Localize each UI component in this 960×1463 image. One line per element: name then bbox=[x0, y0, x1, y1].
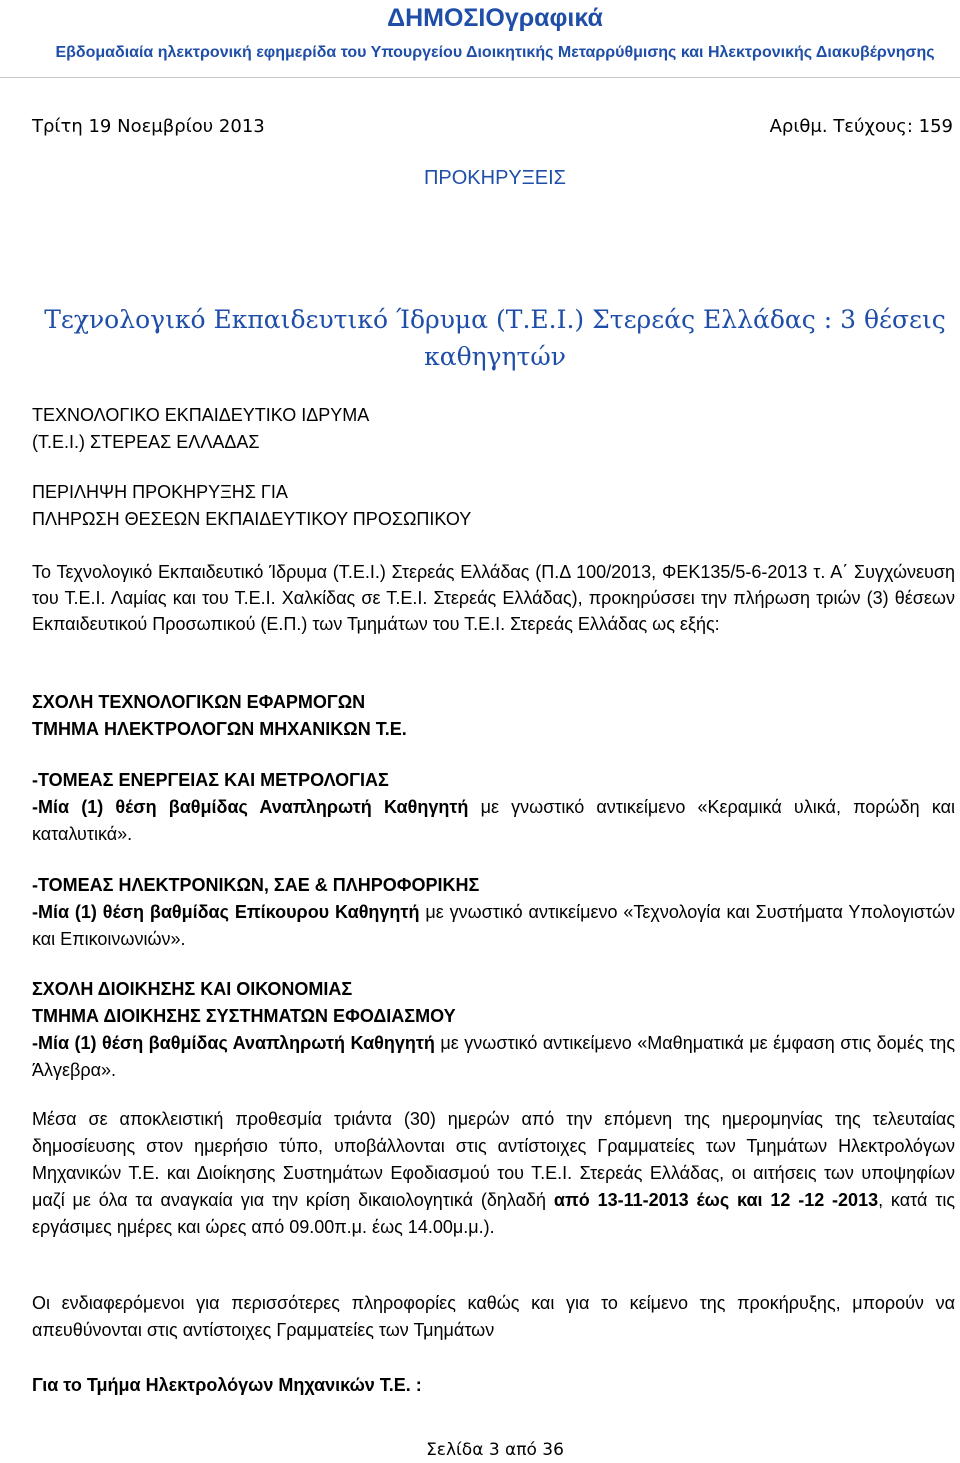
sector-energy-position bbox=[32, 794, 955, 848]
headline-line-1: Τεχνολογικό Εκπαιδευτικό Ίδρυμα (Τ.Ε.Ι.) Στερεάς Ελλάδας : 3 θέσεις bbox=[44, 305, 946, 334]
summary-heading bbox=[32, 479, 955, 533]
position-subject: με γνωστικό αντικείμενο «Κεραμικά υλικά, πορώδη και καταλυτικά». bbox=[32, 797, 955, 844]
issue-date: Τρίτη 19 Νοεμβρίου 2013 bbox=[32, 116, 265, 137]
headline-line-2: καθηγητών bbox=[424, 342, 566, 371]
contact-paragraph: Οι ενδιαφερόμενοι για περισσότερες πληροφορίες καθώς και για το κείμενο της προκήρυξης, μπορούν να απευθύνονται στις αντίστοιχες Γραμματείες των Τμημάτων bbox=[32, 1293, 955, 1340]
deadline-dates: από 13-11-2013 έως και 12 -12 -2013 bbox=[553, 1190, 879, 1210]
page-number: Σελίδα 3 από 36 bbox=[426, 1440, 564, 1460]
deadline-paragraph bbox=[32, 1106, 955, 1241]
deadline-text: Μέσα σε αποκλειστική προθεσμία τριάντα (30) ημερών από την επόμενη της ημερομηνίας της τελευταίας δημοσίευσης στον ημερήσιο τύπο, υποβάλλονται στις αντίστοιχες Γραμματείες των Τμημάτων Ηλεκτρολόγων Μηχανικών Τ.Ε. και Διοίκησης Συστημάτων Εφοδιασμού του Τ.Ε.Ι. Στερεάς Ελλάδας, οι αιτήσεις των υποψηφίων μαζί με όλα τα αναγκαία για την κρίση δικαιολογητικά (δηλαδή bbox=[32, 1109, 955, 1210]
newspaper-subtitle: Εβδομαδιαία ηλεκτρονική εφημερίδα του Υπουργείου Διοικητικής Μεταρρύθμισης και Ηλεκτρονικής Διακυβέρνησης bbox=[55, 44, 935, 61]
school-name: ΣΧΟΛΗ ΤΕΧΝΟΛΟΓΙΚΩΝ ΕΦΑΡΜΟΓΩΝ bbox=[32, 692, 366, 712]
newspaper-title: ΔΗΜΟΣΙΟγραφικά bbox=[387, 4, 603, 32]
header-divider bbox=[0, 77, 960, 78]
school-technological-applications bbox=[32, 689, 955, 743]
position-rank: -Μία (1) θέση βαθμίδας Αναπληρωτή Καθηγητή bbox=[32, 1033, 435, 1053]
school-management-economics bbox=[32, 976, 955, 1030]
position-subject: με γνωστικό αντικείμενο «Μαθηματικά με έμφαση στις δομές της Άλγεβρα». bbox=[32, 1033, 955, 1080]
position-subject: με γνωστικό αντικείμενο «Τεχνολογία και Συστήματα Υπολογιστών και Επικοινωνιών». bbox=[32, 902, 955, 949]
summary-line-1: ΠΕΡΙΛΗΨΗ ΠΡΟΚΗΡΥΞΗΣ ΓΙΑ bbox=[32, 482, 288, 502]
deadline-tail: , κατά τις εργάσιμες ημέρες και ώρες από 09.00π.μ. έως 14.00μ.μ.). bbox=[32, 1190, 955, 1237]
section-label: ΠΡΟΚΗΡΥΞΕΙΣ bbox=[423, 167, 567, 189]
sector-energy-title: -ΤΟΜΕΑΣ ΕΝΕΡΓΕΙΑΣ ΚΑΙ ΜΕΤΡΟΛΟΓΙΑΣ bbox=[32, 770, 389, 790]
position-rank: -Μία (1) θέση βαθμίδας Αναπληρωτή Καθηγητή bbox=[32, 797, 469, 817]
summary-line-2: ΠΛΗΡΩΣΗ ΘΕΣΕΩΝ ΕΚΠΑΙΔΕΥΤΙΚΟΥ ΠΡΟΣΩΠΙΚΟΥ bbox=[32, 509, 472, 529]
management-position bbox=[32, 1030, 955, 1084]
sector-electronics-position bbox=[32, 899, 955, 953]
intro-paragraph: Το Τεχνολογικό Εκπαιδευτικό Ίδρυμα (Τ.Ε.Ι.) Στερεάς Ελλάδας (Π.Δ 100/2013, ΦΕΚ135/5-6-2013 τ. Α΄ Συγχώνευση του Τ.Ε.Ι. Λαμίας και του Τ.Ε.Ι. Χαλκίδας σε Τ.Ε.Ι. Στερεάς Ελλάδας), προκηρύσσει την πλήρωση τριών (3) θέσεων Εκπαιδευτικού Προσωπικού (Ε.Π.) των Τμημάτων του Τ.Ε.Ι. Στερεάς Ελλάδας ως εξής: bbox=[32, 562, 955, 634]
sector-electronics-title: -ΤΟΜΕΑΣ ΗΛΕΚΤΡΟΝΙΚΩΝ, ΣΑΕ & ΠΛΗΡΟΦΟΡΙΚΗΣ bbox=[32, 875, 480, 895]
school-name: ΣΧΟΛΗ ΔΙΟΙΚΗΣΗΣ ΚΑΙ ΟΙΚΟΝΟΜΙΑΣ bbox=[32, 979, 353, 999]
position-rank: -Μία (1) θέση βαθμίδας Επίκουρου Καθηγητή bbox=[32, 902, 420, 922]
institution-line-2: (Τ.Ε.Ι.) ΣΤΕΡΕΑΣ ΕΛΛΑΔΑΣ bbox=[32, 432, 260, 452]
institution-line-1: ΤΕΧΝΟΛΟΓΙΚΟ ΕΚΠΑΙΔΕΥΤΙΚΟ ΙΔΡΥΜΑ bbox=[32, 405, 370, 425]
department-name: ΤΜΗΜΑ ΔΙΟΙΚΗΣΗΣ ΣΥΣΤΗΜΑΤΩΝ ΕΦΟΔΙΑΣΜΟΥ bbox=[32, 1006, 456, 1026]
closing-heading: Για το Τμήμα Ηλεκτρολόγων Μηχανικών Τ.Ε. : bbox=[32, 1375, 422, 1395]
issue-number: Αριθμ. Τεύχους: 159 bbox=[769, 116, 953, 137]
article-headline bbox=[0, 301, 960, 375]
institution-heading bbox=[32, 402, 955, 456]
department-name: ΤΜΗΜΑ ΗΛΕΚΤΡΟΛΟΓΩΝ ΜΗΧΑΝΙΚΩΝ Τ.Ε. bbox=[32, 719, 407, 739]
